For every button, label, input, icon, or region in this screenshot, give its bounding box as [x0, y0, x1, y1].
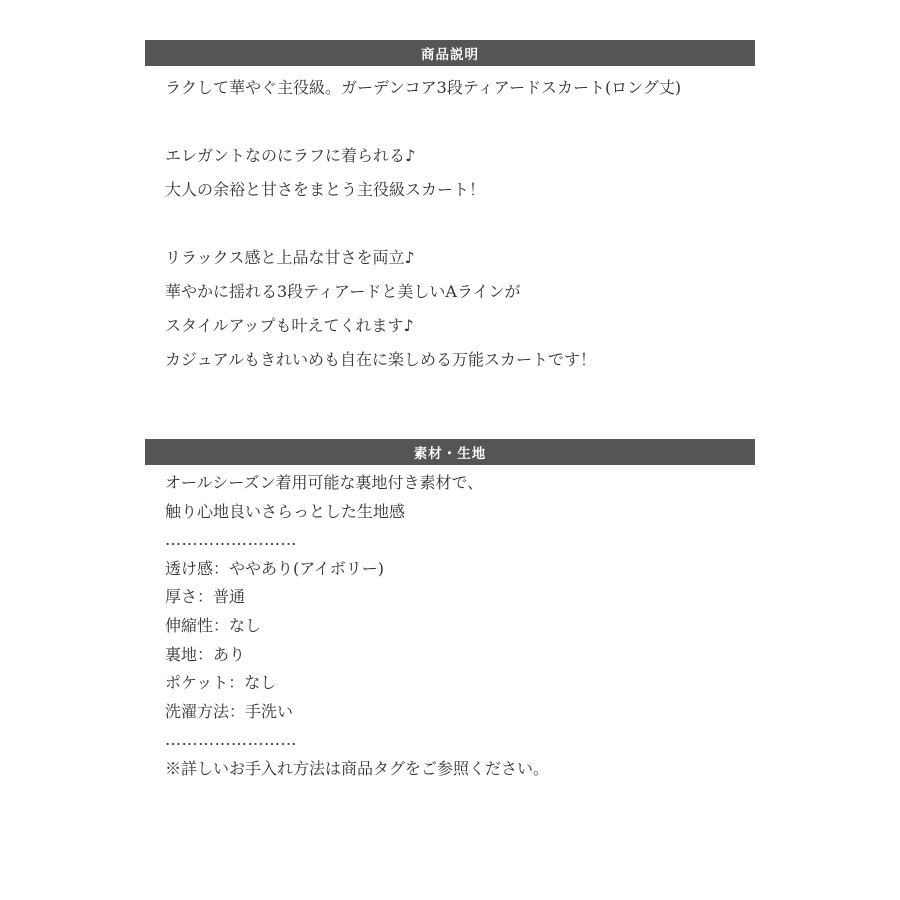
description-line: リラックス感と上品な甘さを両立♪	[165, 248, 415, 267]
spec-stretch: 伸縮性：なし	[165, 615, 262, 635]
spec-transparency: 透け感：ややあり(アイボリー)	[165, 558, 385, 578]
material-section	[145, 439, 755, 784]
material-line: オールシーズン着用可能な裏地付き素材で、	[165, 473, 484, 492]
material-header	[145, 439, 755, 465]
spec-pocket: ポケット：なし	[165, 673, 277, 693]
description-line: スタイルアップも叶えてくれます♪	[165, 316, 414, 335]
product-description-title: 商品説明	[421, 47, 479, 63]
dotted-separator: ……………………	[165, 530, 297, 550]
product-description-section	[145, 40, 755, 377]
description-line: ラクして華やぐ主役級。ガーデンコア3段ティアードスカート(ロング丈)	[165, 78, 682, 97]
description-line: カジュアルもきれいめも自在に楽しめる万能スカートです！	[165, 350, 597, 369]
care-note: ※詳しいお手入れ方法は商品タグをご参照ください。	[165, 758, 550, 778]
spec-lining: 裏地：あり	[165, 644, 246, 664]
product-description-body	[145, 66, 755, 377]
material-line: 触り心地良いさらっとした生地感	[165, 501, 406, 521]
product-description-header	[145, 40, 755, 66]
dotted-separator: ……………………	[165, 730, 297, 750]
description-line: 大人の余裕と甘さをまとう主役級スカート！	[165, 180, 486, 199]
material-title: 素材・生地	[413, 446, 487, 462]
spec-washing: 洗濯方法：手洗い	[165, 701, 294, 721]
description-line: 華やかに揺れる3段ティアードと美しいAラインが	[165, 282, 521, 301]
spec-thickness: 厚さ：普通	[165, 587, 246, 607]
description-line: エレガントなのにラフに着られる♪	[165, 146, 416, 165]
material-body	[145, 465, 755, 784]
